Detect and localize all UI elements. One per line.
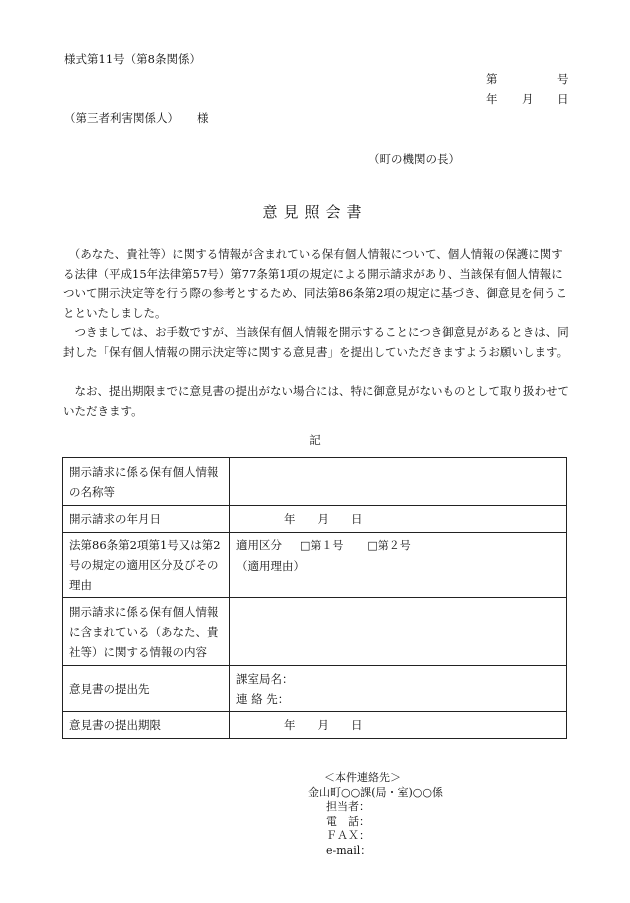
contact-label: 連 絡 先： — [236, 691, 290, 706]
addressee — [64, 110, 209, 126]
category-cell — [230, 533, 567, 598]
addressee-name: （第三者利害関係人） — [64, 111, 179, 125]
number-prefix: 第 — [486, 72, 498, 86]
date-month: 月 — [522, 92, 534, 106]
category-label: 適用区分 — [236, 538, 282, 552]
date-year: 年 — [486, 92, 498, 106]
row-label: 開示請求に係る保有個人情報の名称等 — [63, 458, 230, 506]
category-option-1: □第１号 — [300, 539, 344, 552]
row-label: 法第86条第2項第1号又は第2号の規定の適用区分及びその理由 — [63, 533, 230, 598]
contact-block — [308, 771, 443, 858]
category-option-2: □第２号 — [367, 539, 411, 552]
contact-person: 担当者： — [326, 800, 370, 813]
table-row — [63, 533, 567, 598]
contact-fax: ＦＡＸ： — [326, 829, 370, 842]
dept-label: 課室局名： — [236, 671, 294, 686]
row-label: 開示請求の年月日 — [63, 506, 230, 533]
contact-phone: 電 話： — [326, 814, 370, 828]
row-label: 意見書の提出期限 — [63, 712, 230, 739]
date-day: 日 — [557, 92, 569, 106]
addressee-honorific: 様 — [197, 111, 209, 125]
table-row — [63, 506, 567, 533]
sender: （町の機関の長） — [368, 152, 460, 166]
request-year: 年 — [284, 512, 296, 526]
table-row — [63, 712, 567, 739]
body-paragraph-3: なお、提出期限までに意見書の提出がない場合には、特に御意見がないものとして取り扱わせていただきます。 — [63, 384, 569, 418]
info-table — [62, 457, 567, 739]
table-row — [63, 666, 567, 712]
contact-office: 金山町○○課(局・室)○○係 — [308, 785, 443, 799]
body-paragraph-1: （あなた、貴社等）に関する情報が含まれている保有個人情報について、個人情報の保護に関する法律（平成15年法律第57号）第77条第1項の規定による開示請求があり、当該保有個人情報について開示決定等を行う際の参考とするため、同法第86条第2項の規定に基づき、御意見を伺うことといたしました。 — [63, 247, 568, 320]
request-date-cell — [230, 506, 567, 533]
table-row — [63, 458, 567, 506]
document-title: 意見照会書 — [262, 203, 368, 221]
row-label: 開示請求に係る保有個人情報に含まれている（あなた、貴社等）に関する情報の内容 — [63, 598, 230, 666]
submission-to-cell — [230, 666, 567, 712]
deadline-day: 日 — [351, 718, 363, 732]
ki-heading: 記 — [309, 433, 321, 447]
request-month: 月 — [317, 512, 329, 526]
row-label: 意見書の提出先 — [63, 666, 230, 712]
body-paragraph-2: つきましては、お手数ですが、当該保有個人情報を開示することにつき御意見があるときは、同封した「保有個人情報の開示決定等に関する意見書」を提出していただきますようお願いします。 — [63, 325, 569, 359]
request-day: 日 — [351, 512, 363, 526]
deadline-year: 年 — [284, 718, 296, 732]
info-content-cell — [230, 598, 567, 666]
info-name-cell — [230, 458, 567, 506]
table-row — [63, 598, 567, 666]
category-reason: （適用理由） — [236, 559, 305, 573]
number-suffix: 号 — [557, 72, 569, 86]
form-label: 様式第11号（第8条関係） — [64, 52, 201, 66]
deadline-month: 月 — [317, 718, 329, 732]
contact-email: e-mail： — [326, 843, 372, 857]
deadline-cell — [230, 712, 567, 739]
contact-heading: ＜本件連絡先＞ — [324, 771, 401, 784]
